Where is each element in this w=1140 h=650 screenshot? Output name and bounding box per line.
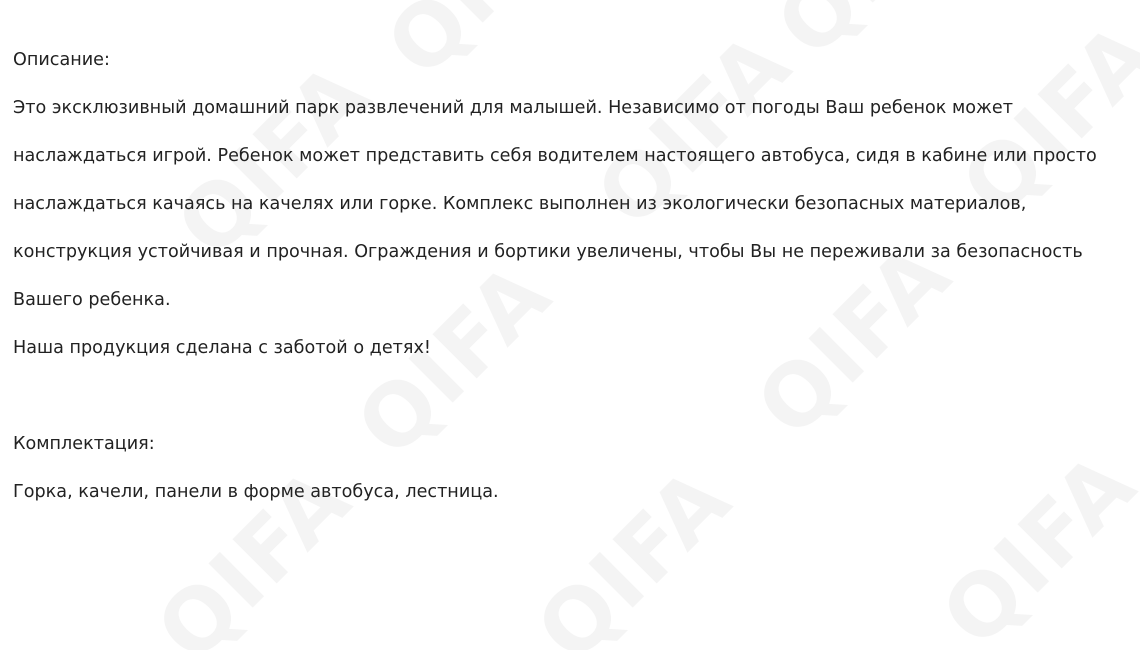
watermark — [138, 449, 370, 650]
kit-text: Горка, качели, панели в форме автобуса, лестница. — [13, 482, 499, 502]
watermark — [338, 244, 570, 476]
description-closing: Наша продукция сделана с заботой о детях! — [13, 338, 431, 358]
description-heading: Описание: — [13, 50, 110, 70]
watermark — [923, 434, 1140, 650]
watermark — [518, 449, 750, 650]
description-line: наслаждаться игрой. Ребенок может представить себя водителем настоящего автобуса, сидя в кабине или просто — [13, 146, 1097, 166]
kit-heading: Комплектация: — [13, 434, 155, 454]
description-line: Вашего ребенка. — [13, 290, 171, 310]
watermark — [758, 0, 990, 76]
description-line: наслаждаться качаясь на качелях или горке. Комплекс выполнен из экологически безопасных материалов, — [13, 194, 1027, 214]
description-line: конструкция устойчивая и прочная. Ограждения и бортики увеличены, чтобы Вы не переживали за безопасность — [13, 242, 1083, 262]
description-line: Это эксклюзивный домашний парк развлечений для малышей. Независимо от погоды Ваш ребенок может — [13, 98, 1013, 118]
watermark — [368, 0, 600, 96]
